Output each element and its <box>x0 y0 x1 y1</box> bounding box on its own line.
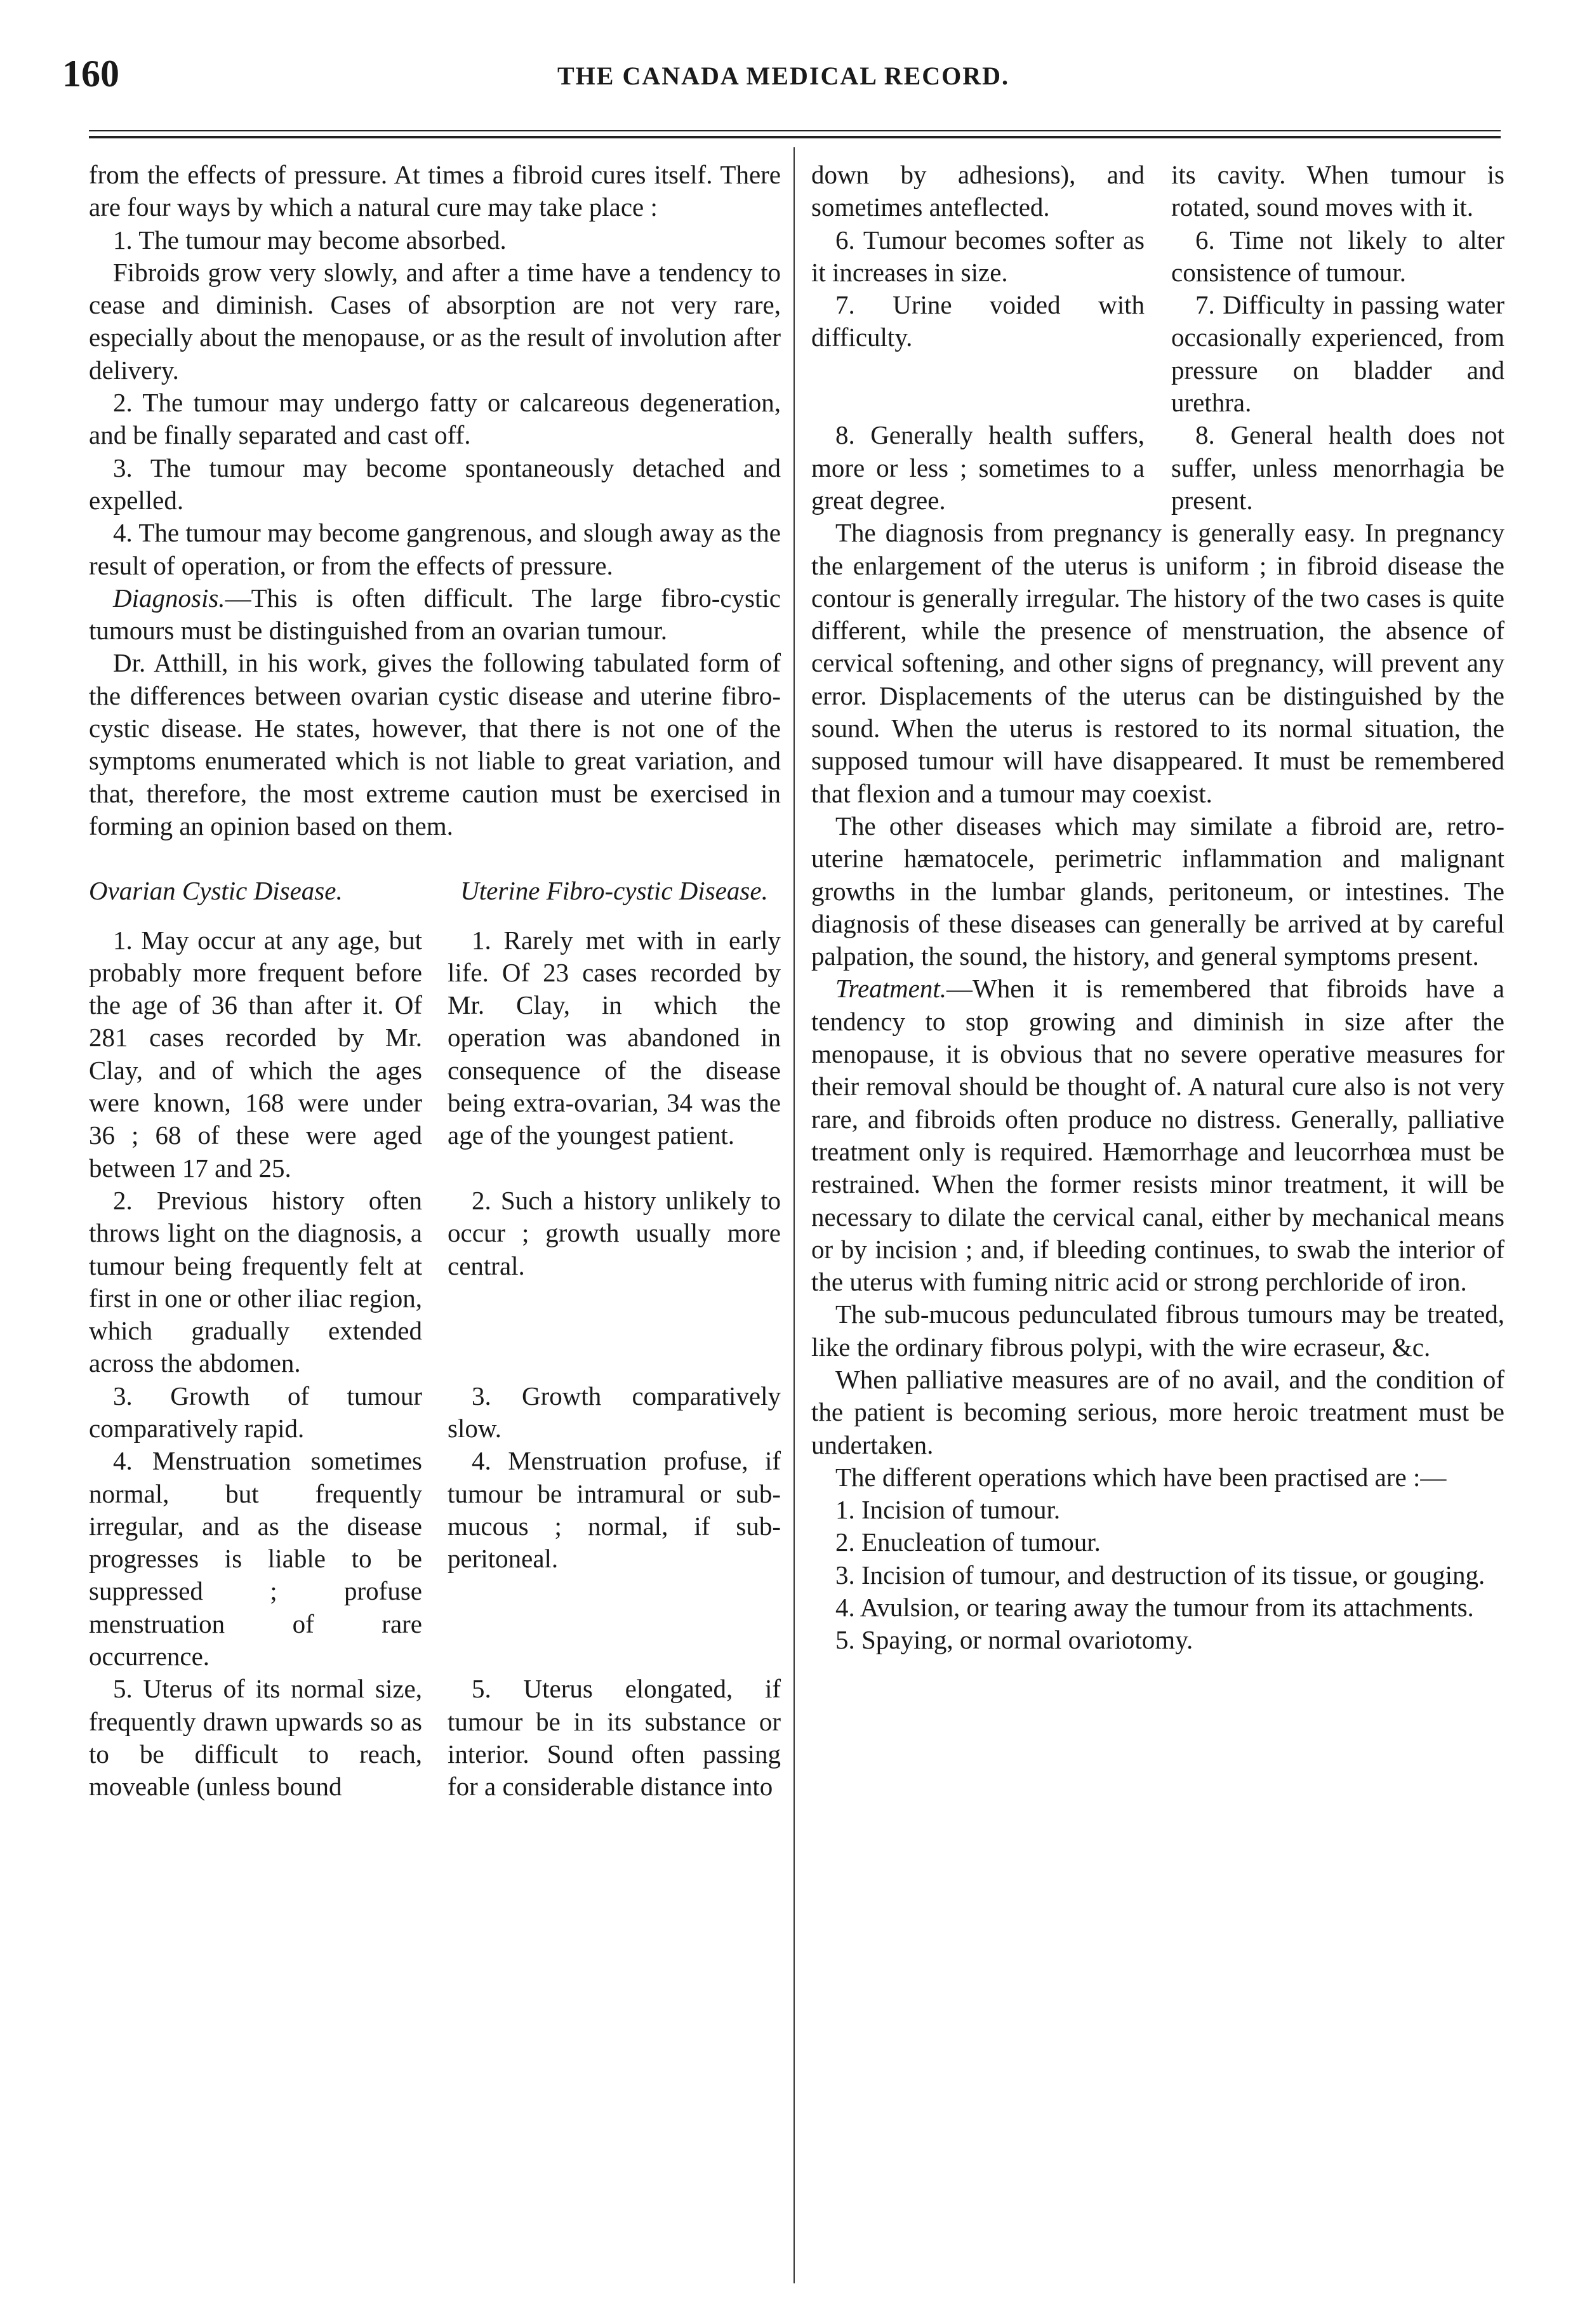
ovarian-entry: 2. Previous history often throws light on the diagnosis, a tumour being frequently felt at first in one or other iliac region, which gradually extended across the abdomen. <box>89 1185 422 1378</box>
treatment-text: —When it is remembered that fibroids have a tendency to stop growing and diminish in size after the menopause, it is obvious that no severe operative measures for their removal should be thought of. A natural cure also is not very rare, and fibroids often produce no distress. Generally, palliative treatment only is required. Hæmorrhage and leucorrhœa must be restrained. When the former resists minor treatment, it will be necessary to dilate the cervical canal, either by mechanical means or by incision ; and, if bleeding continues, to swab the interior of the uterus with fuming nitric acid or strong perchloride of iron. <box>811 974 1504 1297</box>
table-row <box>811 224 1504 289</box>
table-row <box>811 159 1504 224</box>
table-row <box>89 1380 781 1445</box>
table-heading-uterine: Uterine Fibro-cystic Disease. <box>460 876 768 906</box>
paragraph: Dr. Atthill, in his work, gives the following tabulated form of the differences between ovarian cystic disease and uterine fibro-cystic disease. He states, however, that there is not one of the symptoms enumerated which is not liable to great variation, and that, therefore, the most extreme caution must be exercised in forming an opinion based on them. <box>89 648 781 840</box>
left-column <box>89 159 781 1803</box>
table-row <box>89 1185 781 1380</box>
uterine-entry: 6. Time not likely to alter consistence of tumour. <box>1171 225 1504 287</box>
ovarian-entry: 6. Tumour becomes softer as it increases in size. <box>811 225 1145 287</box>
paragraph: The different operations which have been practised are :— <box>835 1462 1447 1492</box>
ovarian-entry: 8. Generally health suffers, more or less ; sometimes to a great degree. <box>811 420 1145 515</box>
uterine-entry: 4. Menstruation profuse, if tumour be intramural or sub-mucous ; normal, if sub-peritoneal. <box>448 1446 781 1574</box>
table-row <box>89 924 781 1185</box>
header-rule-thick <box>89 136 1501 138</box>
diagnosis-paragraph <box>89 582 781 647</box>
uterine-entry: 1. Rarely met with in early life. Of 23 cases recorded by Mr. Clay, in which the operation was abandoned in consequence of the disease being extra-ovarian, 34 was the age of the youngest patient. <box>448 925 781 1150</box>
ovarian-entry: 5. Uterus of its normal size, frequently drawn upwards so as to be difficult to reach, moveable (unless bound <box>89 1674 422 1802</box>
table-row <box>89 1445 781 1673</box>
ovarian-entry: 7. Urine voided with difficulty. <box>811 290 1145 352</box>
table-row <box>811 419 1504 517</box>
diagnosis-text: —This is often difficult. The large fibro-cystic tumours must be distinguished from an ovarian tumour. <box>89 583 781 646</box>
table-row <box>811 289 1504 419</box>
paragraph: Fibroids grow very slowly, and after a time have a tendency to cease and diminish. Cases of absorption are not very rare, especially about the menopause, or as the result of involution after delivery. <box>89 257 781 385</box>
list-item: 2. Enucleation of tumour. <box>835 1527 1101 1557</box>
list-item: 1. The tumour may become absorbed. <box>113 225 507 255</box>
ovarian-entry: 1. May occur at any age, but probably more frequent before the age of 36 than after it. Of 281 cases recorded by Mr. Clay, and of which the ages were known, 168 were under 36 ; 68 of these were aged between 17 and 25. <box>89 925 422 1183</box>
table-heading-ovarian: Ovarian Cystic Disease. <box>89 876 343 906</box>
ovarian-entry: 4. Menstruation sometimes normal, but frequently irregular, and as the disease progresses is liable to be suppressed ; profuse menstruation of rare occurrence. <box>89 1446 422 1671</box>
header-rule <box>89 130 1501 131</box>
paragraph: from the effects of pressure. At times a fibroid cures itself. There are four ways by which a natural cure may take place : <box>89 160 781 222</box>
page-header <box>53 52 1513 103</box>
list-item: 2. The tumour may undergo fatty or calcareous degeneration, and be finally separated and cast off. <box>89 388 781 450</box>
list-item: 1. Incision of tumour. <box>835 1495 1061 1525</box>
ovarian-entry: 3. Growth of tumour comparatively rapid. <box>89 1381 422 1443</box>
ovarian-entry: down by adhesions), and sometimes anteflected. <box>811 160 1145 222</box>
paragraph: When palliative measures are of no avail, and the condition of the patient is becoming serious, more heroic treatment must be undertaken. <box>811 1364 1504 1459</box>
paragraph: The diagnosis from pregnancy is generally easy. In pregnancy the enlargement of the uterus is uniform ; in fibroid disease the contour is generally irregular. The history of the two cases is quite different, while the presence of menstruation, the absence of cervical softening, and other signs of pregnancy, will prevent any error. Displacements of the uterus can be distinguished by the sound. When the uterus is restored to its normal situation, the supposed tumour will have disappeared. It must be remembered that flexion and a tumour may coexist. <box>811 518 1504 808</box>
treatment-paragraph <box>811 973 1504 1298</box>
comparison-table-head <box>89 875 781 907</box>
table-row <box>89 1673 781 1803</box>
list-item: 3. Incision of tumour, and destruction of its tissue, or gouging. <box>835 1560 1485 1590</box>
uterine-entry: 8. General health does not suffer, unless menorrhagia be present. <box>1171 420 1504 515</box>
diagnosis-heading: Diagnosis. <box>113 583 225 613</box>
paragraph: The other diseases which may similate a fibroid are, retro-uterine hæmatocele, perimetric inflammation and malignant growths in the lumbar glands, peritoneum, or intestines. The diagnosis of these diseases can generally be arrived at by careful palpation, the sound, the history, and general symptoms present. <box>811 811 1504 971</box>
list-item: 5. Spaying, or normal ovariotomy. <box>835 1625 1193 1655</box>
list-item: 4. The tumour may become gangrenous, and slough away as the result of operation, or from the effects of pressure. <box>89 518 781 580</box>
page-number: 160 <box>62 53 119 95</box>
list-item: 3. The tumour may become spontaneously detached and expelled. <box>89 453 781 515</box>
right-column <box>811 159 1504 1657</box>
column-divider <box>794 147 795 2283</box>
uterine-entry: its cavity. When tumour is rotated, sound moves with it. <box>1171 160 1504 222</box>
treatment-heading: Treatment. <box>835 974 947 1004</box>
uterine-entry: 2. Such a history unlikely to occur ; growth usually more central. <box>448 1185 781 1280</box>
running-title: THE CANADA MEDICAL RECORD. <box>557 62 1010 90</box>
uterine-entry: 7. Difficulty in passing water occasionally experienced, from pressure on bladder and urethra. <box>1171 290 1504 418</box>
list-item: 4. Avulsion, or tearing away the tumour from its attachments. <box>835 1593 1474 1623</box>
uterine-entry: 5. Uterus elongated, if tumour be in its substance or interior. Sound often passing for a considerable distance into <box>448 1674 781 1802</box>
uterine-entry: 3. Growth comparatively slow. <box>448 1381 781 1443</box>
paragraph: The sub-mucous pedunculated fibrous tumours may be treated, like the ordinary fibrous polypi, with the wire ecraseur, &c. <box>811 1299 1504 1362</box>
